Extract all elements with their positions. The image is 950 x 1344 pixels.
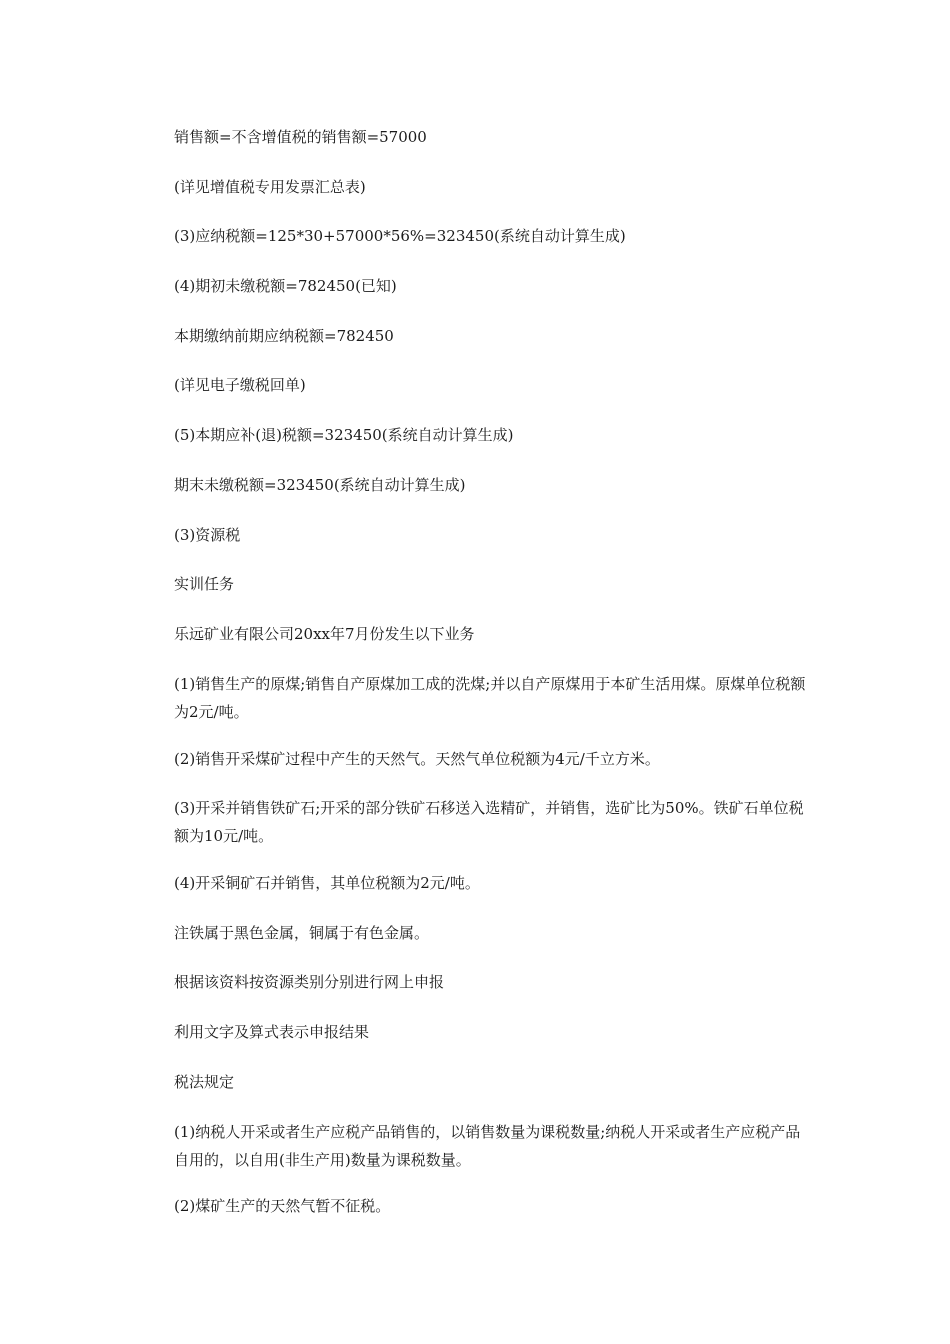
section-heading-resource-tax: (3)资源税 bbox=[174, 526, 241, 544]
paragraph-express-result: 利用文字及算式表示申报结果 bbox=[174, 1023, 370, 1041]
paragraph-item-2-gas: (2)销售开采煤矿过程中产生的天然气。天然气单位税额为4元/千立方米。 bbox=[174, 750, 660, 768]
paragraph-item-4-copper: (4)开采铜矿石并销售，其单位税额为2元/吨。 bbox=[174, 874, 480, 892]
paragraph-receipt-note: (详见电子缴税回单) bbox=[174, 376, 306, 394]
paragraph-tax-payable: (3)应纳税额=125*30+57000*56%=323450(系统自动计算生成) bbox=[174, 227, 626, 245]
paragraph-prior-paid: 本期缴纳前期应纳税额=782450 bbox=[174, 327, 394, 345]
paragraph-metal-note: 注铁属于黑色金属，铜属于有色金属。 bbox=[174, 924, 430, 942]
section-heading-tax-law: 税法规定 bbox=[174, 1073, 235, 1091]
paragraph-law-1: (1)纳税人开采或者生产应税产品销售的，以销售数量为课税数量;纳税人开采或者生产应税产品自用的，以自用(非生产用)数量为课税数量。 bbox=[174, 1123, 801, 1169]
paragraph-refund-amount: (5)本期应补(退)税额=323450(系统自动计算生成) bbox=[174, 426, 514, 444]
paragraph-sales-amount: 销售额=不含增值税的销售额=57000 bbox=[174, 128, 427, 146]
paragraph-opening-unpaid: (4)期初未缴税额=782450(已知) bbox=[174, 277, 397, 295]
paragraph-declare-by-category: 根据该资料按资源类别分别进行网上申报 bbox=[174, 973, 445, 991]
paragraph-closing-unpaid: 期末未缴税额=323450(系统自动计算生成) bbox=[174, 476, 466, 494]
paragraph-company-intro: 乐远矿业有限公司20xx年7月份发生以下业务 bbox=[174, 625, 475, 643]
paragraph-item-3-iron: (3)开采并销售铁矿石;开采的部分铁矿石移送入选精矿，并销售，选矿比为50%。铁矿石单位税额为10元/吨。 bbox=[174, 799, 804, 845]
paragraph-item-1-coal: (1)销售生产的原煤;销售自产原煤加工成的洗煤;并以自产原煤用于本矿生活用煤。原煤单位税额为2元/吨。 bbox=[174, 675, 806, 721]
paragraph-invoice-note: (详见增值税专用发票汇总表) bbox=[174, 178, 366, 196]
paragraph-law-2: (2)煤矿生产的天然气暂不征税。 bbox=[174, 1197, 391, 1215]
section-heading-training-task: 实训任务 bbox=[174, 575, 235, 593]
